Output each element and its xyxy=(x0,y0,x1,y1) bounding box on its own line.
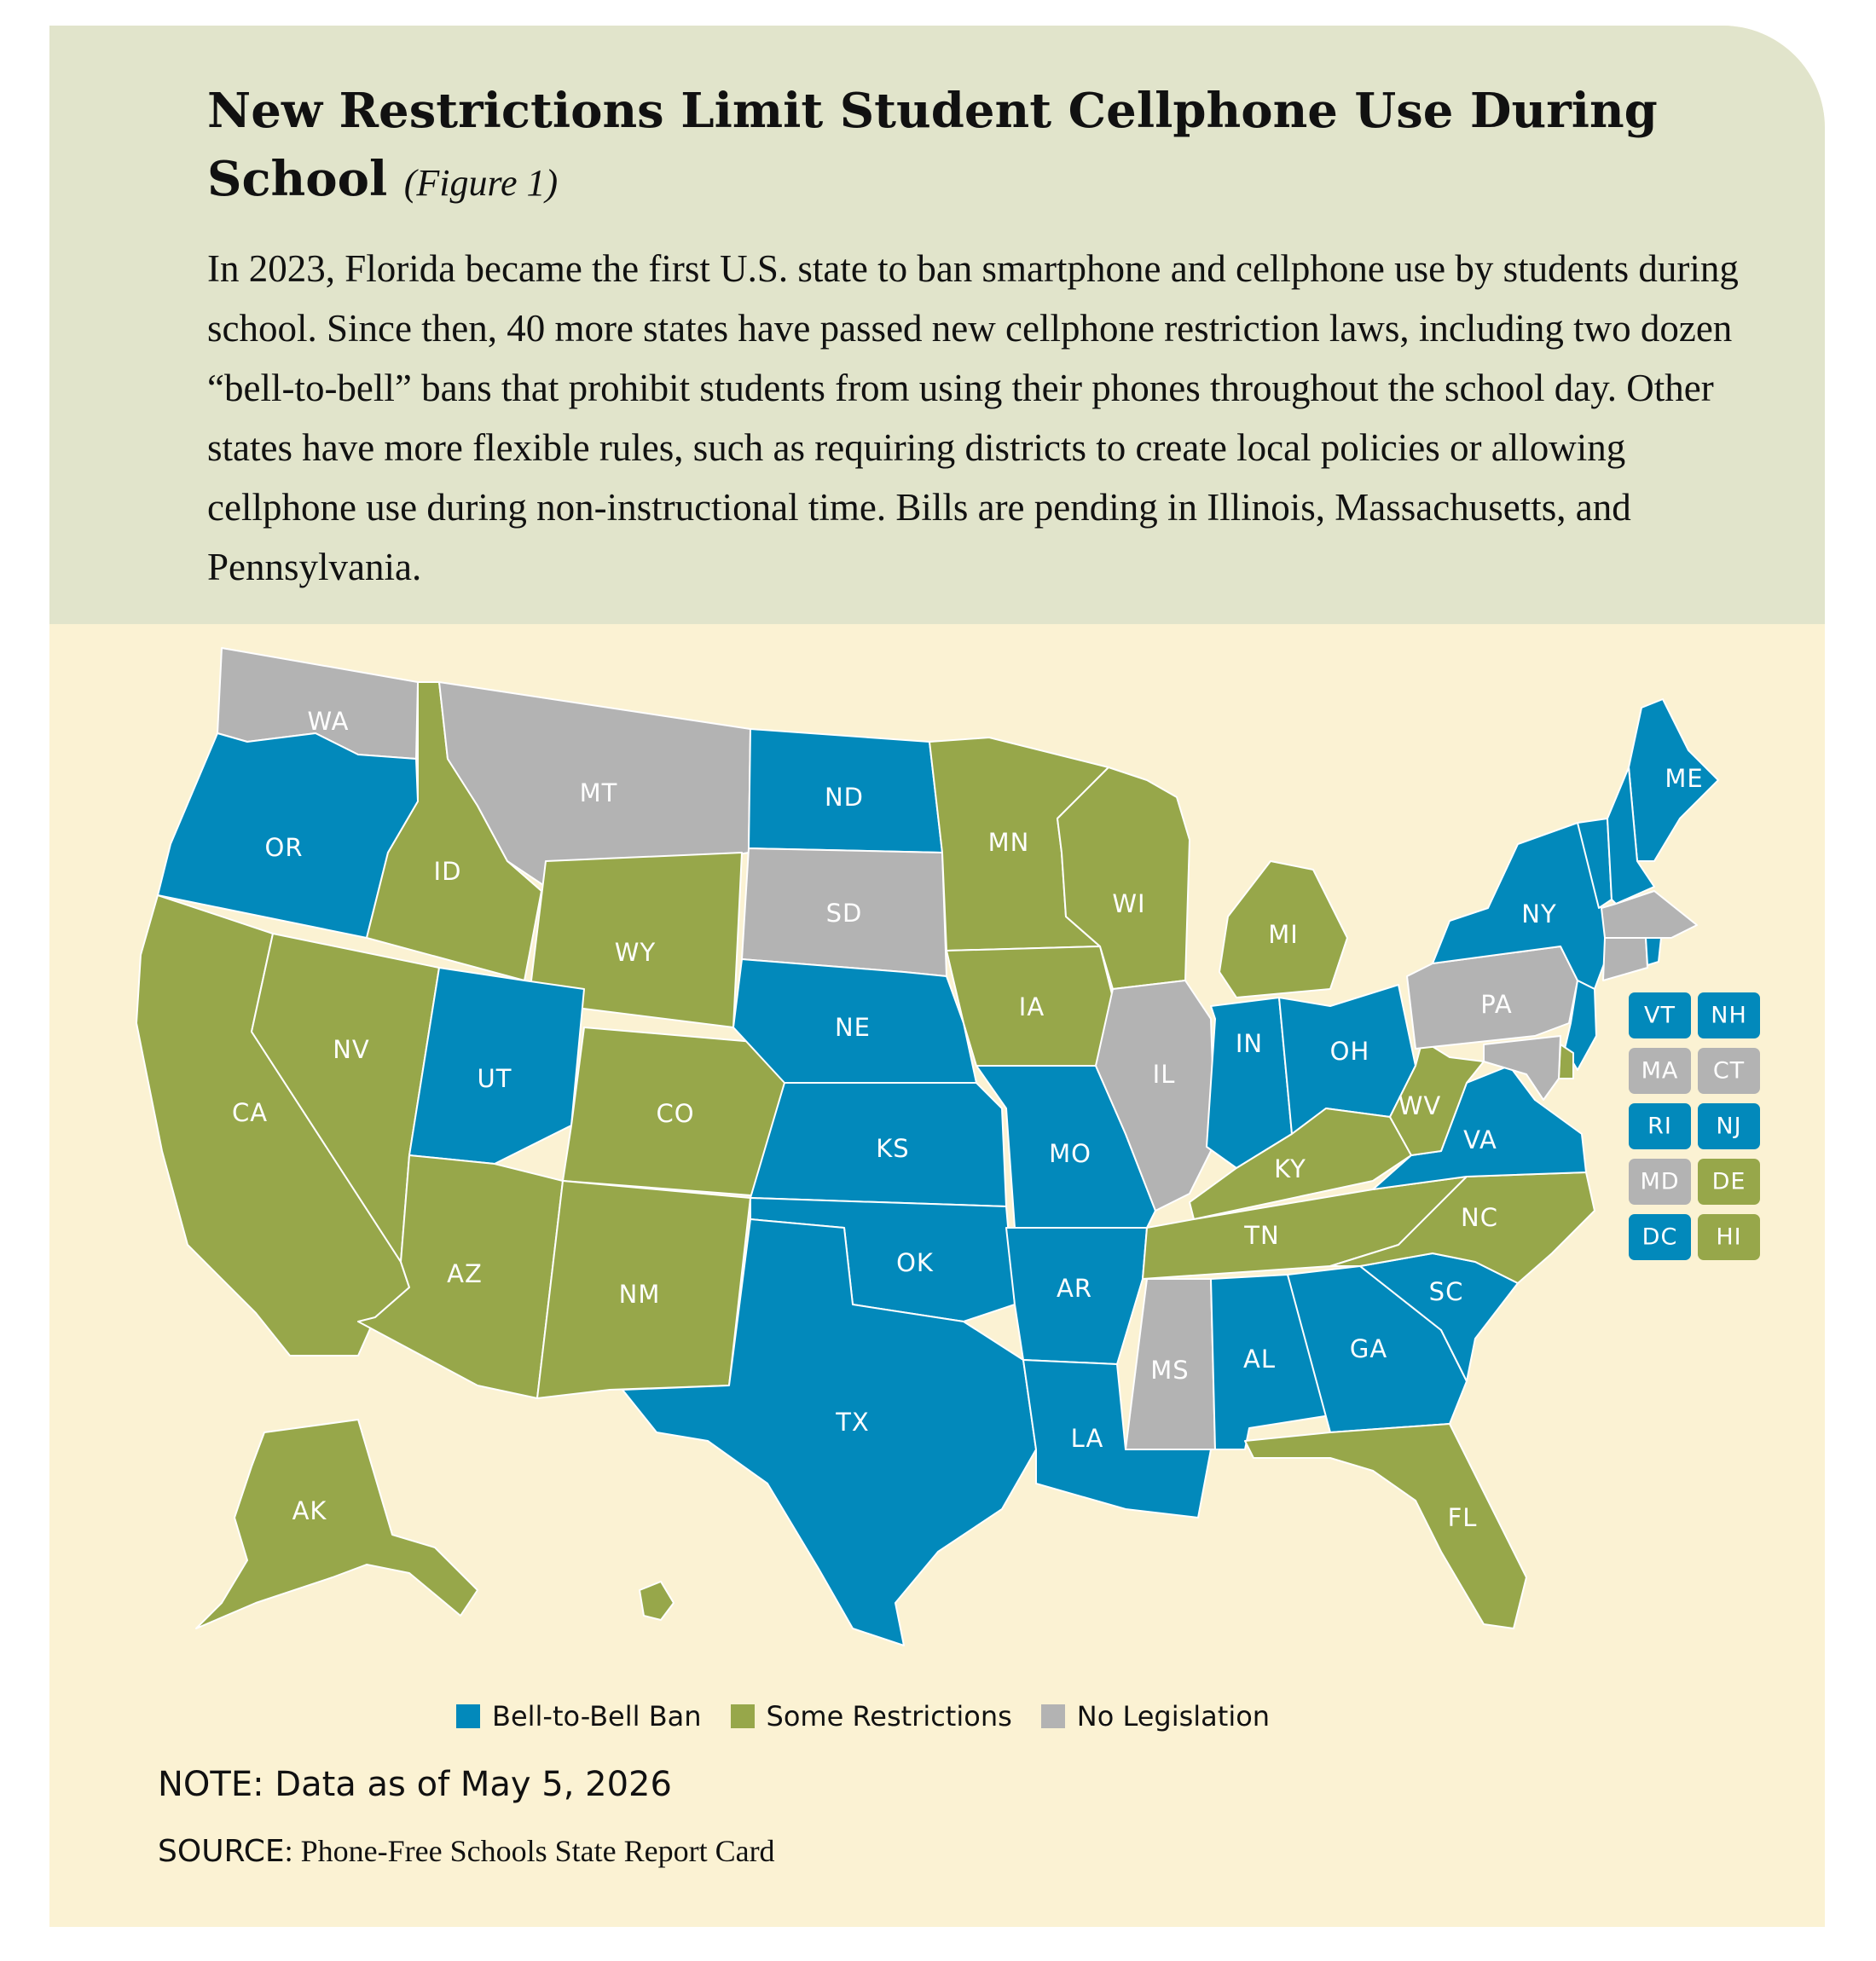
legend xyxy=(456,1700,1270,1733)
state-label-wv: WV xyxy=(1398,1091,1442,1120)
legend-label-ban: Bell-to-Bell Ban xyxy=(492,1700,702,1733)
state-ak xyxy=(196,1420,478,1628)
state-label-ca: CA xyxy=(231,1098,269,1127)
legend-item-some xyxy=(731,1700,1012,1733)
state-label-ok: OK xyxy=(896,1248,934,1277)
legend-item-ban xyxy=(456,1700,702,1733)
state-label-tn: TN xyxy=(1244,1221,1280,1250)
legend-swatch-none xyxy=(1041,1704,1065,1728)
small-state-box-nj xyxy=(1698,1103,1760,1149)
state-label-ut: UT xyxy=(477,1064,512,1093)
title-text: New Restrictions Limit Student Cellphone Use During School xyxy=(207,83,1658,207)
state-label-wa: WA xyxy=(307,707,350,736)
intro-text: In 2023, Florida became the first U.S. state to ban smartphone and cellphone use by students during school. Since then, 40 more states have passed new cellphone restriction laws, including two dozen “bell-to-bell” bans that prohibit students from using their phones throughout the school day. Other states have more flexible rules, such as requiring districts to create local policies or allowing cellphone use during non-instructional time. Bills are pending in Illinois, Massachusetts, and Pennsylvania. xyxy=(207,247,1739,588)
state-label-ny: NY xyxy=(1521,900,1557,928)
small-state-label-nh: NH xyxy=(1711,1002,1747,1029)
state-label-ms: MS xyxy=(1150,1356,1190,1385)
small-state-box-hi xyxy=(1698,1214,1760,1260)
state-label-ga: GA xyxy=(1349,1334,1388,1363)
legend-item-none xyxy=(1041,1700,1270,1733)
state-label-nm: NM xyxy=(618,1280,661,1309)
figure-label: (Figure 1) xyxy=(403,162,559,204)
state-label-mo: MO xyxy=(1049,1139,1091,1168)
state-ri-shape xyxy=(1646,938,1661,965)
small-state-label-ct: CT xyxy=(1712,1057,1746,1085)
state-label-ne: NE xyxy=(834,1013,871,1042)
state-label-ks: KS xyxy=(876,1134,910,1163)
state-label-wy: WY xyxy=(614,938,657,967)
state-label-id: ID xyxy=(433,857,462,886)
small-state-label-ri: RI xyxy=(1647,1113,1672,1140)
state-label-la: LA xyxy=(1070,1424,1104,1453)
state-label-pa: PA xyxy=(1480,990,1513,1019)
state-label-wi: WI xyxy=(1112,889,1146,918)
small-state-label-dc: DC xyxy=(1642,1223,1678,1251)
legend-label-none: No Legislation xyxy=(1076,1700,1271,1733)
state-label-va: VA xyxy=(1463,1125,1497,1154)
state-label-sc: SC xyxy=(1428,1277,1464,1306)
note-text: NOTE: Data as of May 5, 2026 xyxy=(158,1765,672,1804)
state-label-tx: TX xyxy=(836,1408,870,1437)
state-label-co: CO xyxy=(656,1099,695,1128)
legend-swatch-some xyxy=(731,1704,755,1728)
state-label-ky: KY xyxy=(1274,1154,1306,1183)
legend-label-some: Some Restrictions xyxy=(766,1700,1012,1733)
state-label-fl: FL xyxy=(1447,1503,1478,1532)
state-label-il: IL xyxy=(1152,1060,1176,1089)
state-label-az: AZ xyxy=(447,1259,483,1288)
source-label: SOURCE xyxy=(158,1834,285,1869)
state-label-mi: MI xyxy=(1268,920,1299,949)
state-label-mn: MN xyxy=(987,828,1030,857)
small-state-label-vt: VT xyxy=(1644,1002,1676,1029)
source-text: : Phone-Free Schools State Report Card xyxy=(284,1834,775,1868)
small-state-box-ct xyxy=(1698,1048,1760,1094)
small-state-box-nh xyxy=(1698,992,1760,1038)
small-state-box-dc xyxy=(1629,1214,1691,1260)
state-label-ar: AR xyxy=(1057,1274,1092,1303)
state-label-or: OR xyxy=(264,833,304,862)
small-state-box-vt xyxy=(1629,992,1691,1038)
state-label-nc: NC xyxy=(1461,1203,1498,1232)
small-state-box-ri xyxy=(1629,1103,1691,1149)
small-state-label-ma: MA xyxy=(1641,1057,1679,1085)
state-label-oh: OH xyxy=(1329,1037,1370,1066)
small-state-boxes xyxy=(1629,992,1760,1260)
small-state-label-de: DE xyxy=(1711,1168,1746,1195)
source-line xyxy=(158,1833,775,1869)
state-label-sd: SD xyxy=(825,899,863,928)
state-label-mt: MT xyxy=(579,778,618,807)
small-state-box-de xyxy=(1698,1159,1760,1205)
small-state-box-ma xyxy=(1629,1048,1691,1094)
small-state-label-hi: HI xyxy=(1716,1223,1742,1251)
state-hi-shape xyxy=(640,1582,674,1620)
state-label-me: ME xyxy=(1665,764,1704,793)
state-fl xyxy=(1245,1424,1526,1628)
state-label-nd: ND xyxy=(824,783,865,812)
state-label-nv: NV xyxy=(333,1035,370,1064)
legend-swatch-ban xyxy=(456,1704,480,1728)
small-state-box-md xyxy=(1629,1159,1691,1205)
state-label-ak: AK xyxy=(292,1496,327,1525)
state-label-in: IN xyxy=(1235,1029,1264,1058)
state-label-ia: IA xyxy=(1018,992,1045,1021)
small-state-label-md: MD xyxy=(1640,1168,1680,1195)
state-ct-shape xyxy=(1603,938,1647,980)
state-label-al: AL xyxy=(1243,1345,1276,1374)
small-state-label-nj: NJ xyxy=(1716,1113,1742,1140)
